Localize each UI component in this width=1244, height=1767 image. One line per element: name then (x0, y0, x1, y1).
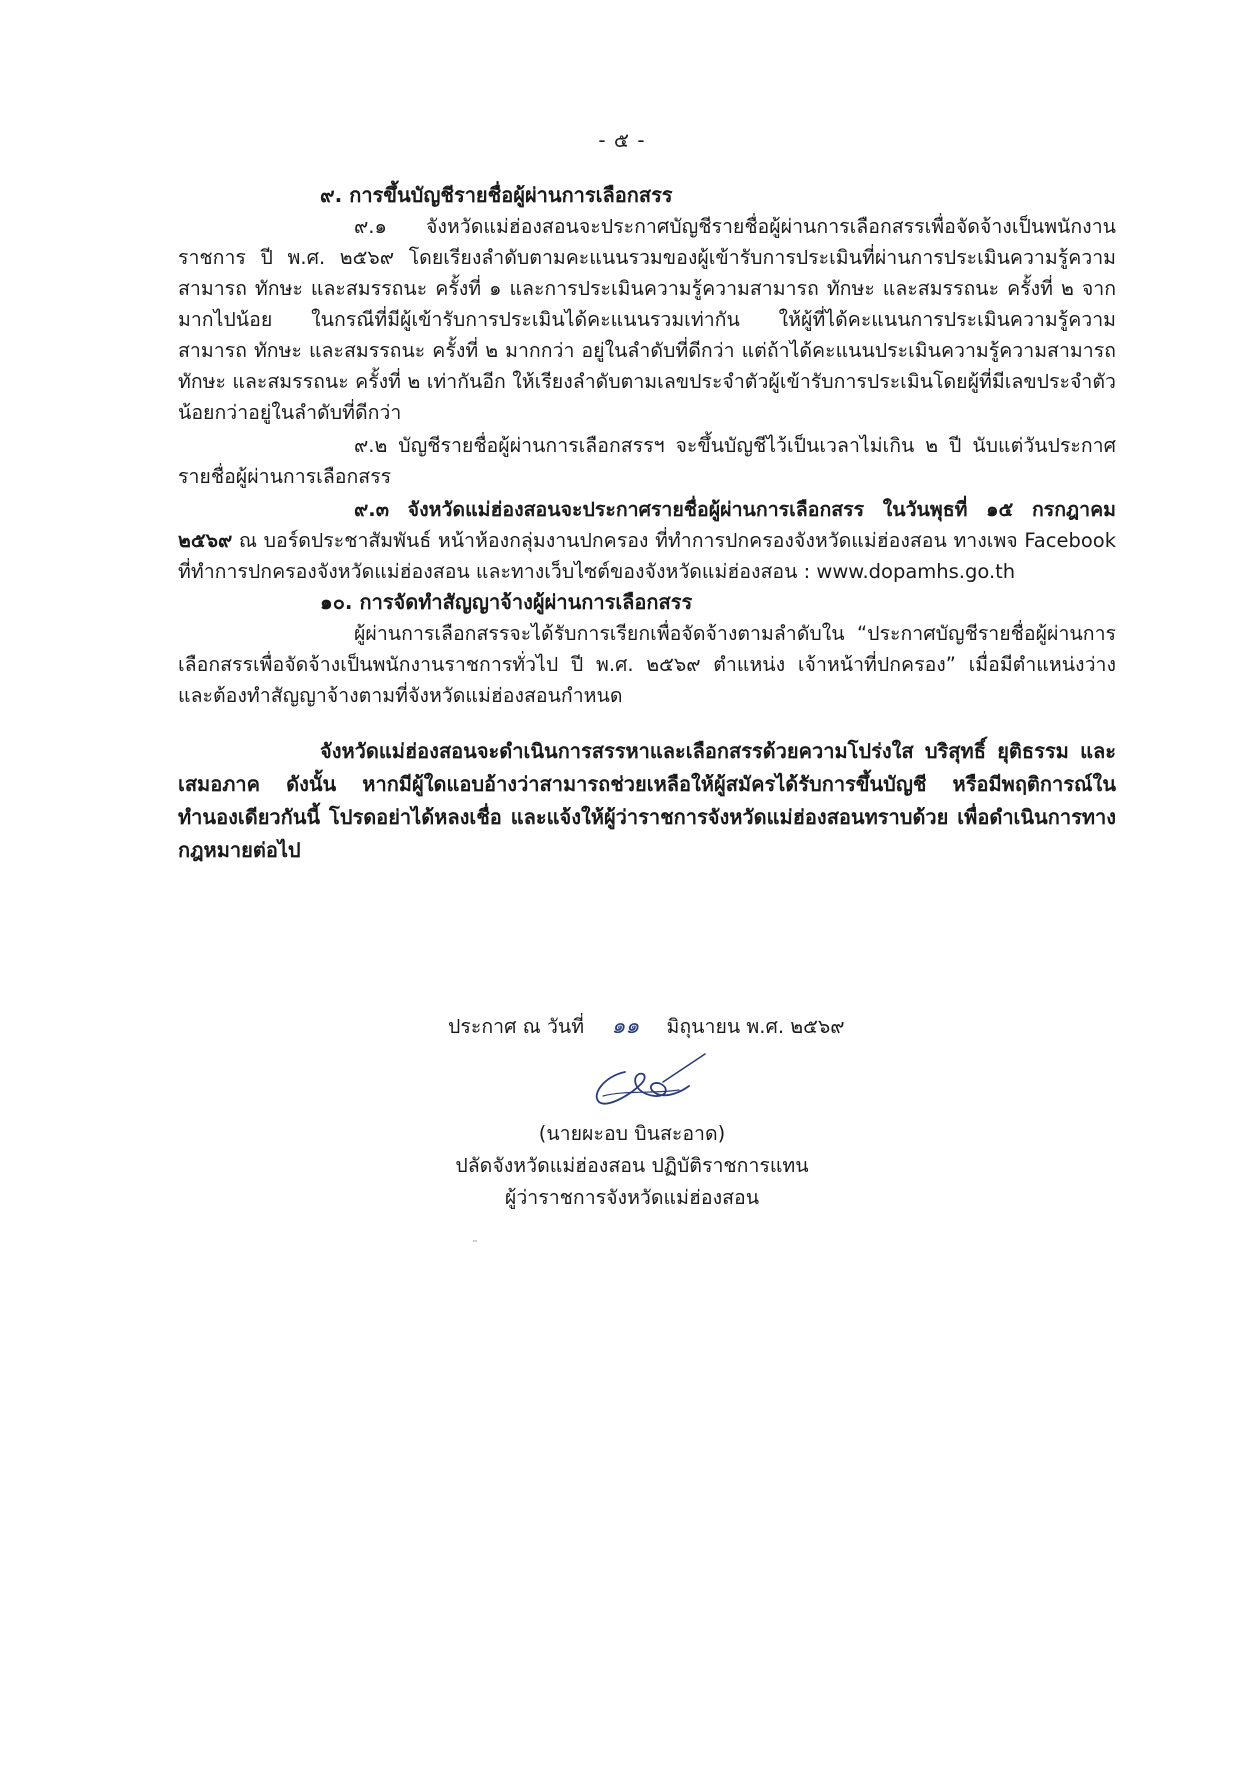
section-10-paragraph: ผู้ผ่านการเลือกสรรจะได้รับการเรียกเพื่อจัดจ้างตามลำดับใน “ประกาศบัญชีรายชื่อผู้ผ่านการเลือกสรรเพื่อจัดจ้างเป็นพนักงานราชการทั่วไป ปี พ.ศ. ๒๕๖๙ ตำแหน่ง เจ้าหน้าที่ปกครอง” เมื่อมีตำแหน่งว่าง และต้องทำสัญญาจ้างตามที่จังหวัดแม่ฮ่องสอนกำหนด (178, 622, 1116, 707)
section-9-3-text: ณ บอร์ดประชาสัมพันธ์ หน้าห้องกลุ่มงานปกครอง ที่ทำการปกครองจังหวัดแม่ฮ่องสอน ทางเพจ Facebook ที่ทำการปกครองจังหวัดแม่ฮ่องสอน และทางเว็บไซต์ของจังหวัดแม่ฮ่องสอน : www.dopamhs.go.th (178, 529, 1116, 583)
section-10-heading: ๑๐. การจัดทำสัญญาจ้างผู้ผ่านการเลือกสรร (320, 590, 693, 614)
transparency-notice: จังหวัดแม่ฮ่องสอนจะดำเนินการสรรหาและเลือกสรรด้วยความโปร่งใส บริสุทธิ์ ยุติธรรม และเสมอภาค ดังนั้น หากมีผู้ใดแอบอ้างว่าสามารถช่วยเหลือให้ผู้สมัครได้รับการขึ้นบัญชี หรือมีพฤติการณ์ในทำนองเดียวกันนี้ โปรดอย่าได้หลงเชื่อ และแจ้งให้ผู้ว่าราชการจังหวัดแม่ฮ่องสอนทราบด้วย เพื่อดำเนินการทางกฎหมายต่อไป (178, 739, 1116, 862)
section-9-heading: ๙. การขึ้นบัญชีรายชื่อผู้ผ่านการเลือกสรร (320, 183, 673, 207)
signer-name: (นายผะอบ บินสะอาด) (538, 1122, 726, 1145)
section-9-1-paragraph: ๙.๑ จังหวัดแม่ฮ่องสอนจะประกาศบัญชีรายชื่อผู้ผ่านการเลือกสรรเพื่อจัดจ้างเป็นพนักงานราชการ ปี พ.ศ. ๒๕๖๙ โดยเรียงลำดับตามคะแนนรวมของผู้เข้ารับการประเมินที่ผ่านการประเมินความรู้ความสามารถ ทักษะ และสมรรถนะ ครั้งที่ ๑ และการประเมินความรู้ความสามารถ ทักษะ และสมรรถนะ ครั้งที่ ๒ จากมากไปน้อย ในกรณีที่มีผู้เข้ารับการประเมินได้คะแนนรวมเท่ากัน ให้ผู้ที่ได้คะแนนการประเมินความรู้ความสามารถ ทักษะ และสมรรถนะ ครั้งที่ ๒ มากกว่า อยู่ในลำดับที่ดีกว่า แต่ถ้าได้คะแนนประเมินความรู้ความสามารถ ทักษะ และสมรรถนะ ครั้งที่ ๒ เท่ากันอีก ให้เรียงลำดับตามเลขประจำตัวผู้เข้ารับการประเมินโดยผู้ที่มีเลขประจำตัวน้อยกว่าอยู่ในลำดับที่ดีกว่า (178, 215, 1116, 424)
signer-position-2: ผู้ว่าราชการจังหวัดแม่ฮ่องสอน (504, 1186, 760, 1209)
document-body (178, 180, 1116, 867)
section-9-3-paragraph (178, 494, 1116, 587)
page-number: - ๕ - (598, 128, 646, 152)
announcement-prefix: ประกาศ ณ วันที่ (448, 1015, 585, 1038)
section-9-2-paragraph: ๙.๒ บัญชีรายชื่อผู้ผ่านการเลือกสรรฯ จะขึ้นบัญชีไว้เป็นเวลาไม่เกิน ๒ ปี นับแต่วันประกาศรายชื่อผู้ผ่านการเลือกสรร (178, 434, 1116, 488)
announcement-month-year: มิถุนายน พ.ศ. ๒๕๖๙ (666, 1015, 845, 1038)
handwritten-day: ๑๑ (611, 1014, 640, 1039)
section-9-3-bold-text: ๙.๓ จังหวัดแม่ฮ่องสอนจะประกาศรายชื่อผู้ผ่านการเลือกสรร ในวันพุธที่ ๑๕ กรกฎาคม ๒๕๖๙ (178, 498, 1116, 552)
signer-position-1: ปลัดจังหวัดแม่ฮ่องสอน ปฏิบัติราชการแทน (455, 1154, 809, 1177)
scan-speck (473, 1240, 477, 1242)
signer-info (0, 1118, 1244, 1214)
announcement-date (448, 1008, 845, 1043)
handwritten-signature (585, 1050, 715, 1120)
